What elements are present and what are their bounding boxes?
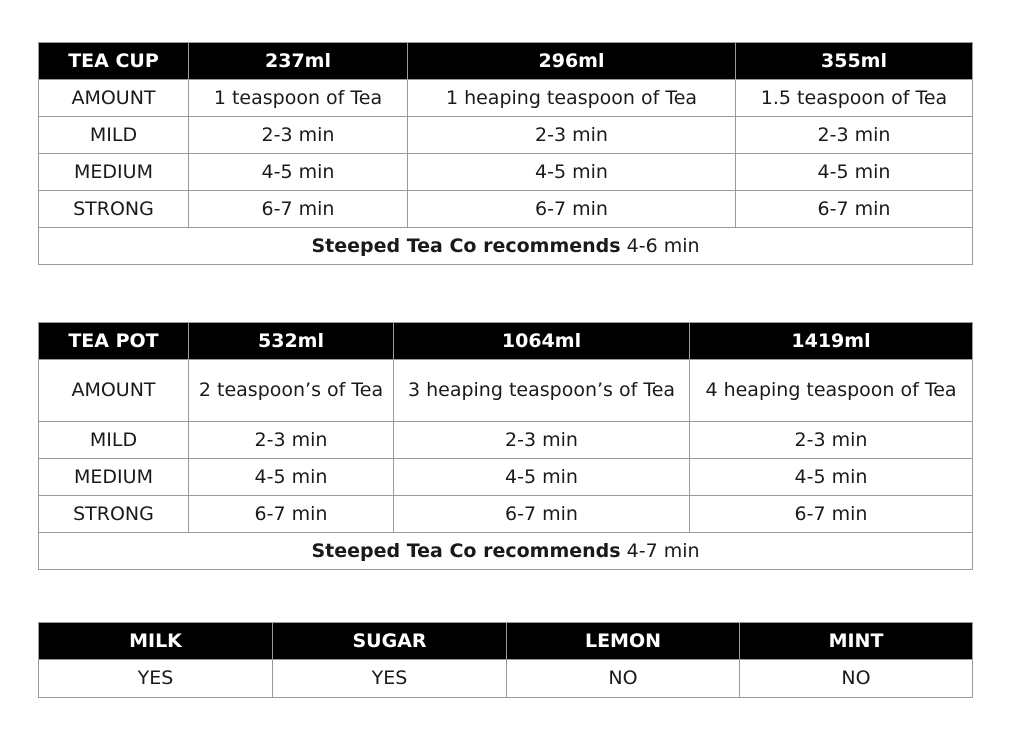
table-cell: 1 heaping teaspoon of Tea (408, 80, 736, 117)
header-cell: LEMON (507, 623, 740, 660)
table-cell: 2-3 min (408, 117, 736, 154)
table-header-row (39, 623, 973, 660)
table-row (39, 422, 973, 459)
table-cell: 6-7 min (408, 191, 736, 228)
table-cell: 6-7 min (189, 191, 408, 228)
table-row (39, 154, 973, 191)
table-cell: YES (273, 660, 507, 698)
recommendation-row (39, 228, 973, 265)
row-label: STRONG (39, 496, 189, 533)
header-cell: 296ml (408, 43, 736, 80)
header-cell: TEA CUP (39, 43, 189, 80)
recommendation-value: 4-7 min (626, 539, 700, 562)
tea-cup-table (38, 42, 973, 265)
recommendation-cell (39, 533, 973, 570)
table-cell: 2-3 min (189, 117, 408, 154)
table-cell: 4-5 min (736, 154, 973, 191)
row-label: MILD (39, 422, 189, 459)
table-cell: 2-3 min (690, 422, 973, 459)
row-label: MILD (39, 117, 189, 154)
recommendation-value: 4-6 min (626, 234, 700, 257)
row-label: AMOUNT (39, 360, 189, 422)
table-cell: 4-5 min (408, 154, 736, 191)
table-row (39, 191, 973, 228)
row-label: AMOUNT (39, 80, 189, 117)
table-cell: 1 teaspoon of Tea (189, 80, 408, 117)
header-cell: 532ml (189, 323, 394, 360)
recommendation-row (39, 533, 973, 570)
table-cell: NO (740, 660, 973, 698)
header-cell: 1064ml (394, 323, 690, 360)
header-cell: 355ml (736, 43, 973, 80)
recommendation-cell (39, 228, 973, 265)
table-cell: 4-5 min (189, 459, 394, 496)
table-cell: 2 teaspoon’s of Tea (189, 360, 394, 422)
table-cell: YES (39, 660, 273, 698)
header-cell: 237ml (189, 43, 408, 80)
table-header-row (39, 323, 973, 360)
recommendation-label: Steeped Tea Co recommends (311, 539, 621, 562)
table-cell: 6-7 min (736, 191, 973, 228)
header-cell: SUGAR (273, 623, 507, 660)
row-label: MEDIUM (39, 154, 189, 191)
table-cell: 3 heaping teaspoon’s of Tea (394, 360, 690, 422)
table-cell: 4-5 min (394, 459, 690, 496)
table-cell: 2-3 min (394, 422, 690, 459)
table-row (39, 660, 973, 698)
table-header-row (39, 43, 973, 80)
header-cell: TEA POT (39, 323, 189, 360)
table-row (39, 117, 973, 154)
additions-table (38, 622, 973, 698)
table-cell: 4-5 min (189, 154, 408, 191)
table-row (39, 360, 973, 422)
table-cell: 2-3 min (736, 117, 973, 154)
row-label: STRONG (39, 191, 189, 228)
table-cell: 4-5 min (690, 459, 973, 496)
table-cell: 4 heaping teaspoon of Tea (690, 360, 973, 422)
header-cell: MINT (740, 623, 973, 660)
table-row (39, 80, 973, 117)
header-cell: 1419ml (690, 323, 973, 360)
row-label: MEDIUM (39, 459, 189, 496)
header-cell: MILK (39, 623, 273, 660)
table-cell: 6-7 min (394, 496, 690, 533)
tea-pot-table (38, 322, 973, 570)
table-cell: 6-7 min (189, 496, 394, 533)
table-cell: 2-3 min (189, 422, 394, 459)
table-row (39, 496, 973, 533)
table-cell: 1.5 teaspoon of Tea (736, 80, 973, 117)
recommendation-label: Steeped Tea Co recommends (311, 234, 621, 257)
table-cell: 6-7 min (690, 496, 973, 533)
table-cell: NO (507, 660, 740, 698)
table-row (39, 459, 973, 496)
